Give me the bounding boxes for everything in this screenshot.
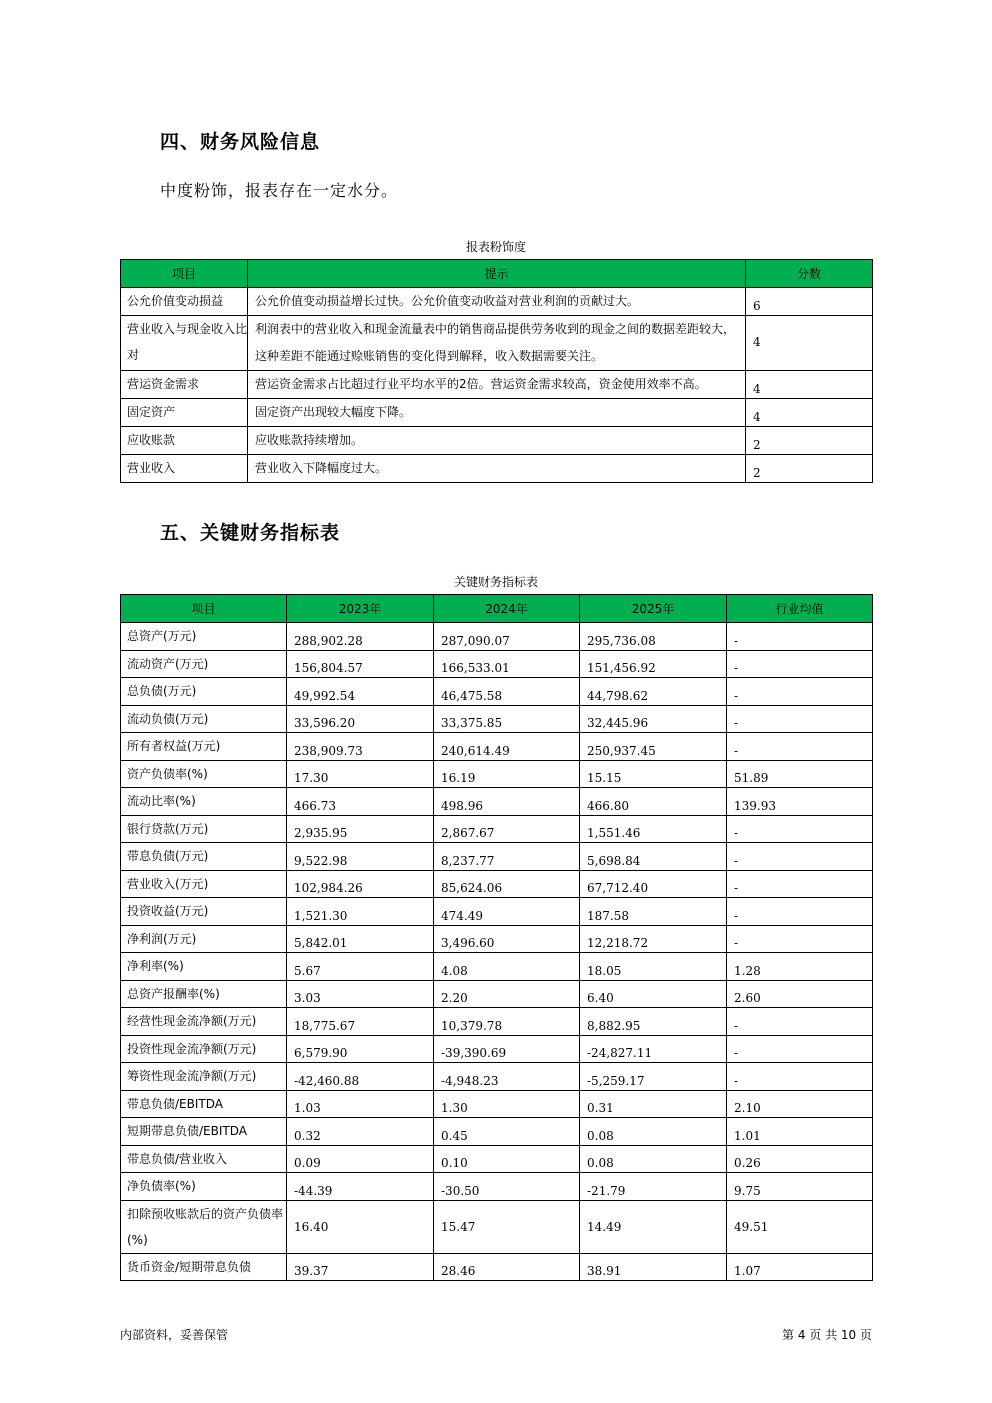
indicator-value-cell: 5.67 — [287, 953, 434, 981]
table-row — [121, 316, 873, 371]
indicator-name-cell: 货币资金/短期带息负债 — [121, 1253, 287, 1281]
risk-tip-cell: 营运资金需求占比超过行业平均水平的2倍。营运资金需求较高，资金使用效率不高。 — [248, 371, 746, 399]
indicator-value-cell: -24,827.11 — [580, 1035, 727, 1063]
risk-score-cell: 6 — [746, 288, 873, 316]
indicator-value-cell: 4.08 — [434, 953, 580, 981]
indicator-name-cell: 总负债(万元) — [121, 678, 287, 706]
indicator-name-cell: 净负债率(%) — [121, 1173, 287, 1201]
column-header: 2024年 — [434, 595, 580, 623]
table-row — [121, 650, 873, 678]
section-title-key-indicators: 五、关键财务指标表 — [160, 522, 341, 544]
risk-tip-cell: 公允价值变动损益增长过快。公允价值变动收益对营业利润的贡献过大。 — [248, 288, 746, 316]
indicator-name-cell: 资产负债率(%) — [121, 760, 287, 788]
indicator-value-cell: 17.30 — [287, 760, 434, 788]
indicator-value-cell: 32,445.96 — [580, 705, 727, 733]
risk-tip-cell: 应收账款持续增加。 — [248, 427, 746, 455]
indicator-value-cell: -5,259.17 — [580, 1063, 727, 1091]
indicator-value-cell: - — [727, 705, 873, 733]
indicator-value-cell: 1.28 — [727, 953, 873, 981]
indicator-value-cell: 1.07 — [727, 1253, 873, 1281]
indicator-value-cell: 288,902.28 — [287, 623, 434, 651]
indicator-value-cell: 240,614.49 — [434, 733, 580, 761]
indicator-value-cell: 16.19 — [434, 760, 580, 788]
indicator-value-cell: 1,521.30 — [287, 898, 434, 926]
table-row — [121, 953, 873, 981]
indicator-value-cell: 49.51 — [727, 1200, 873, 1253]
indicator-value-cell: 5,842.01 — [287, 925, 434, 953]
risk-score-cell: 4 — [746, 399, 873, 427]
indicator-value-cell: 1.30 — [434, 1090, 580, 1118]
indicator-value-cell: 474.49 — [434, 898, 580, 926]
risk-tip-cell: 营业收入下降幅度过大。 — [248, 455, 746, 483]
indicator-value-cell: 187.58 — [580, 898, 727, 926]
indicator-value-cell: -39,390.69 — [434, 1035, 580, 1063]
risk-tip-cell: 固定资产出现较大幅度下降。 — [248, 399, 746, 427]
indicator-value-cell: 2,867.67 — [434, 815, 580, 843]
indicator-value-cell: 0.08 — [580, 1118, 727, 1146]
table-row — [121, 870, 873, 898]
risk-score-cell: 2 — [746, 455, 873, 483]
indicator-name-cell: 流动比率(%) — [121, 788, 287, 816]
risk-summary-text: 中度粉饰，报表存在一定水分。 — [160, 181, 399, 200]
table-row — [121, 760, 873, 788]
indicator-value-cell: 151,456.92 — [580, 650, 727, 678]
indicator-name-cell: 净利润(万元) — [121, 925, 287, 953]
indicator-value-cell: - — [727, 898, 873, 926]
indicator-value-cell: 33,375.85 — [434, 705, 580, 733]
column-header: 项目 — [121, 595, 287, 623]
indicator-value-cell: -44.39 — [287, 1173, 434, 1201]
indicator-value-cell: -21.79 — [580, 1173, 727, 1201]
indicator-value-cell: 498.96 — [434, 788, 580, 816]
table-row — [121, 788, 873, 816]
indicator-value-cell: 85,624.06 — [434, 870, 580, 898]
risk-score-cell: 4 — [746, 316, 873, 371]
indicator-value-cell: 287,090.07 — [434, 623, 580, 651]
indicator-name-cell: 筹资性现金流净额(万元) — [121, 1063, 287, 1091]
indicator-value-cell: 2.20 — [434, 980, 580, 1008]
indicator-value-cell: 14.49 — [580, 1200, 727, 1253]
table-row — [121, 678, 873, 706]
table-row — [121, 1253, 873, 1281]
indicator-value-cell: 0.08 — [580, 1145, 727, 1173]
indicator-name-cell: 营业收入(万元) — [121, 870, 287, 898]
indicator-value-cell: 295,736.08 — [580, 623, 727, 651]
table-caption-key-indicators: 关键财务指标表 — [453, 575, 538, 589]
indicator-value-cell: - — [727, 650, 873, 678]
table-row — [121, 1200, 873, 1253]
indicator-name-cell: 带息负债/营业收入 — [121, 1145, 287, 1173]
indicator-name-cell: 所有者权益(万元) — [121, 733, 287, 761]
table-header-row — [121, 260, 873, 288]
indicator-value-cell: 0.26 — [727, 1145, 873, 1173]
indicator-value-cell: 2.10 — [727, 1090, 873, 1118]
column-header: 分数 — [746, 260, 873, 288]
window-dressing-table — [120, 259, 873, 483]
table-row — [121, 1173, 873, 1201]
indicator-value-cell: 0.10 — [434, 1145, 580, 1173]
indicator-name-cell: 带息负债(万元) — [121, 843, 287, 871]
indicator-value-cell: - — [727, 1035, 873, 1063]
table-row — [121, 1118, 873, 1146]
column-header: 行业均值 — [727, 595, 873, 623]
indicator-value-cell: - — [727, 843, 873, 871]
indicator-value-cell: 250,937.45 — [580, 733, 727, 761]
indicator-name-cell: 总资产(万元) — [121, 623, 287, 651]
risk-item-cell: 营运资金需求 — [121, 371, 248, 399]
column-header: 项目 — [121, 260, 248, 288]
indicator-value-cell: 1.01 — [727, 1118, 873, 1146]
indicator-value-cell: 49,992.54 — [287, 678, 434, 706]
indicator-value-cell: 3.03 — [287, 980, 434, 1008]
indicator-value-cell: 18,775.67 — [287, 1008, 434, 1036]
indicator-value-cell: 16.40 — [287, 1200, 434, 1253]
section-title-financial-risk: 四、财务风险信息 — [160, 131, 321, 153]
risk-score-cell: 4 — [746, 371, 873, 399]
indicator-value-cell: 38.91 — [580, 1253, 727, 1281]
indicator-value-cell: 0.45 — [434, 1118, 580, 1146]
table-row — [121, 399, 873, 427]
indicator-value-cell: 1,551.46 — [580, 815, 727, 843]
indicator-name-cell: 经营性现金流净额(万元) — [121, 1008, 287, 1036]
indicator-value-cell: 466.73 — [287, 788, 434, 816]
indicator-value-cell: 139.93 — [727, 788, 873, 816]
indicator-value-cell: - — [727, 623, 873, 651]
indicator-value-cell: 15.15 — [580, 760, 727, 788]
table-row — [121, 288, 873, 316]
risk-item-cell: 营业收入 — [121, 455, 248, 483]
indicator-value-cell: 466.80 — [580, 788, 727, 816]
table-row — [121, 980, 873, 1008]
indicator-value-cell: -30.50 — [434, 1173, 580, 1201]
column-header: 2023年 — [287, 595, 434, 623]
risk-item-cell: 应收账款 — [121, 427, 248, 455]
indicator-value-cell: 238,909.73 — [287, 733, 434, 761]
indicator-value-cell: 28.46 — [434, 1253, 580, 1281]
indicator-value-cell: 46,475.58 — [434, 678, 580, 706]
column-header: 提示 — [248, 260, 746, 288]
indicator-name-cell: 短期带息负债/EBITDA — [121, 1118, 287, 1146]
indicator-value-cell: 9.75 — [727, 1173, 873, 1201]
risk-score-cell: 2 — [746, 427, 873, 455]
table-row — [121, 1008, 873, 1036]
table-row — [121, 1063, 873, 1091]
indicator-value-cell: 0.09 — [287, 1145, 434, 1173]
indicator-value-cell: 5,698.84 — [580, 843, 727, 871]
indicator-value-cell: 1.03 — [287, 1090, 434, 1118]
indicator-value-cell: - — [727, 678, 873, 706]
indicator-name-cell: 银行贷款(万元) — [121, 815, 287, 843]
indicator-value-cell: - — [727, 733, 873, 761]
indicator-name-cell: 总资产报酬率(%) — [121, 980, 287, 1008]
indicator-name-cell: 带息负债/EBITDA — [121, 1090, 287, 1118]
indicator-value-cell: 3,496.60 — [434, 925, 580, 953]
indicator-value-cell: 9,522.98 — [287, 843, 434, 871]
table-row — [121, 815, 873, 843]
risk-tip-cell: 利润表中的营业收入和现金流量表中的销售商品提供劳务收到的现金之间的数据差距较大，这种差距不能通过赊账销售的变化得到解释，收入数据需要关注。 — [248, 316, 746, 371]
indicator-name-cell: 流动负债(万元) — [121, 705, 287, 733]
table-row — [121, 1090, 873, 1118]
indicator-name-cell: 扣除预收账款后的资产负债率(%) — [121, 1200, 287, 1253]
indicator-value-cell: 6.40 — [580, 980, 727, 1008]
indicator-value-cell: 0.31 — [580, 1090, 727, 1118]
indicator-value-cell: 6,579.90 — [287, 1035, 434, 1063]
indicator-value-cell: 10,379.78 — [434, 1008, 580, 1036]
indicator-value-cell: 12,218.72 — [580, 925, 727, 953]
indicator-value-cell: 15.47 — [434, 1200, 580, 1253]
column-header: 2025年 — [580, 595, 727, 623]
indicator-name-cell: 流动资产(万元) — [121, 650, 287, 678]
table-row — [121, 898, 873, 926]
indicator-value-cell: 67,712.40 — [580, 870, 727, 898]
indicator-name-cell: 投资性现金流净额(万元) — [121, 1035, 287, 1063]
key-indicators-table — [120, 594, 873, 1281]
table-row — [121, 427, 873, 455]
indicator-value-cell: - — [727, 815, 873, 843]
risk-item-cell: 固定资产 — [121, 399, 248, 427]
indicator-value-cell: 8,882.95 — [580, 1008, 727, 1036]
indicator-value-cell: - — [727, 870, 873, 898]
table-row — [121, 371, 873, 399]
risk-item-cell: 公允价值变动损益 — [121, 288, 248, 316]
indicator-value-cell: -4,948.23 — [434, 1063, 580, 1091]
table-row — [121, 455, 873, 483]
footer-confidential-note: 内部资料，妥善保管 — [120, 1328, 229, 1342]
indicator-value-cell: 156,804.57 — [287, 650, 434, 678]
table-caption-window-dressing: 报表粉饰度 — [465, 240, 526, 254]
table-row — [121, 1145, 873, 1173]
indicator-value-cell: 102,984.26 — [287, 870, 434, 898]
indicator-name-cell: 净利率(%) — [121, 953, 287, 981]
indicator-value-cell: 44,798.62 — [580, 678, 727, 706]
risk-item-cell: 营业收入与现金收入比对 — [121, 316, 248, 371]
table-row — [121, 925, 873, 953]
table-row — [121, 733, 873, 761]
indicator-value-cell: - — [727, 1063, 873, 1091]
table-row — [121, 705, 873, 733]
indicator-value-cell: 166,533.01 — [434, 650, 580, 678]
indicator-value-cell: 2.60 — [727, 980, 873, 1008]
indicator-value-cell: 39.37 — [287, 1253, 434, 1281]
table-row — [121, 843, 873, 871]
table-header-row — [121, 595, 873, 623]
indicator-value-cell: 33,596.20 — [287, 705, 434, 733]
indicator-value-cell: - — [727, 1008, 873, 1036]
indicator-name-cell: 投资收益(万元) — [121, 898, 287, 926]
indicator-value-cell: 51.89 — [727, 760, 873, 788]
indicator-value-cell: - — [727, 925, 873, 953]
indicator-value-cell: 0.32 — [287, 1118, 434, 1146]
indicator-value-cell: 2,935.95 — [287, 815, 434, 843]
indicator-value-cell: 18.05 — [580, 953, 727, 981]
table-row — [121, 623, 873, 651]
table-row — [121, 1035, 873, 1063]
footer-page-number: 第 4 页 共 10 页 — [782, 1328, 872, 1342]
indicator-value-cell: 8,237.77 — [434, 843, 580, 871]
indicator-value-cell: -42,460.88 — [287, 1063, 434, 1091]
